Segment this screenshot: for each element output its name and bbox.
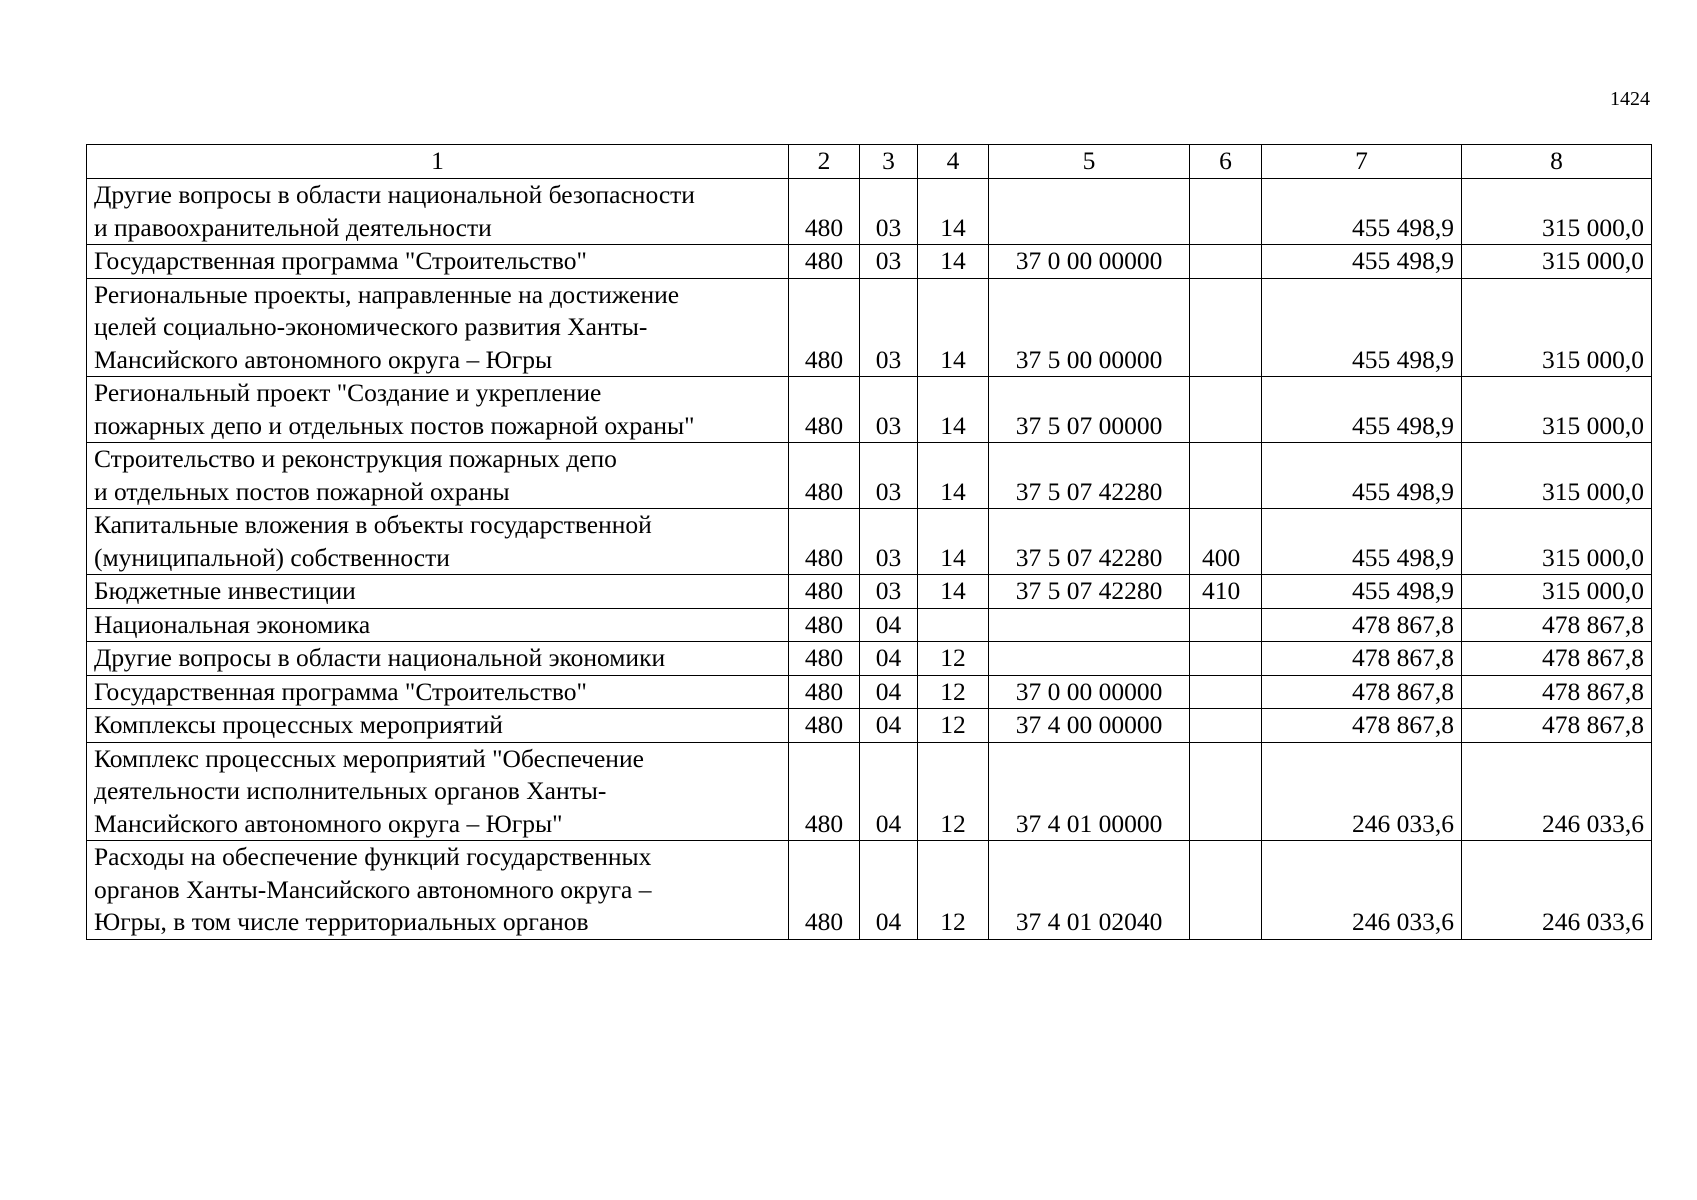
expense-type-cell [1190,245,1262,279]
amount-1-cell: 246 033,6 [1262,742,1462,841]
target-article-cell: 37 5 07 42280 [989,509,1190,575]
target-article-cell [989,608,1190,642]
row-name-cell: Строительство и реконструкция пожарных депо и отдельных постов пожарной охраны [87,443,789,509]
section-cell: 03 [860,179,918,245]
target-article-cell: 37 4 01 00000 [989,742,1190,841]
subsection-cell: 14 [918,377,989,443]
expense-type-cell [1190,675,1262,709]
amount-1-cell: 246 033,6 [1262,841,1462,940]
section-cell: 03 [860,509,918,575]
target-article-cell: 37 0 00 00000 [989,245,1190,279]
target-article-cell: 37 5 07 42280 [989,443,1190,509]
grbs-cell: 480 [789,509,860,575]
subsection-cell: 12 [918,709,989,743]
grbs-cell: 480 [789,742,860,841]
grbs-cell: 480 [789,377,860,443]
row-name-cell: Капитальные вложения в объекты государственной (муниципальной) собственности [87,509,789,575]
amount-1-cell: 455 498,9 [1262,575,1462,609]
amount-2-cell: 478 867,8 [1462,675,1652,709]
subsection-cell: 14 [918,509,989,575]
subsection-cell: 14 [918,575,989,609]
row-name-cell: Другие вопросы в области национальной экономики [87,642,789,676]
amount-2-cell: 478 867,8 [1462,642,1652,676]
amount-1-cell: 478 867,8 [1262,709,1462,743]
page-number: 1424 [1610,88,1650,110]
section-cell: 04 [860,841,918,940]
amount-2-cell: 315 000,0 [1462,377,1652,443]
amount-2-cell: 315 000,0 [1462,245,1652,279]
section-cell: 03 [860,377,918,443]
row-name-cell: Комплекс процессных мероприятий "Обеспечение деятельности исполнительных органов Ханты- Мансийского автономного округа – Югры" [87,742,789,841]
amount-2-cell: 315 000,0 [1462,509,1652,575]
amount-1-cell: 478 867,8 [1262,675,1462,709]
expense-type-cell [1190,443,1262,509]
table-row [87,377,1652,443]
amount-1-cell: 455 498,9 [1262,245,1462,279]
table-row [87,709,1652,743]
row-name-cell: Государственная программа "Строительство" [87,675,789,709]
table-row [87,608,1652,642]
amount-2-cell: 246 033,6 [1462,742,1652,841]
subsection-cell: 14 [918,179,989,245]
subsection-cell: 12 [918,742,989,841]
grbs-cell: 480 [789,709,860,743]
target-article-cell: 37 5 07 00000 [989,377,1190,443]
subsection-cell: 12 [918,642,989,676]
subsection-cell [918,608,989,642]
table-row [87,443,1652,509]
target-article-cell: 37 4 00 00000 [989,709,1190,743]
column-header-1: 1 [87,145,789,179]
table-row [87,841,1652,940]
table-row [87,278,1652,377]
table-row [87,179,1652,245]
target-article-cell [989,179,1190,245]
row-name-cell: Региональный проект "Создание и укрепление пожарных депо и отдельных постов пожарной охраны" [87,377,789,443]
table-row [87,675,1652,709]
amount-1-cell: 455 498,9 [1262,377,1462,443]
section-cell: 03 [860,278,918,377]
section-cell: 04 [860,742,918,841]
expense-type-cell: 400 [1190,509,1262,575]
subsection-cell: 14 [918,278,989,377]
expense-type-cell [1190,179,1262,245]
section-cell: 03 [860,245,918,279]
table-row [87,509,1652,575]
budget-table [86,144,1652,940]
row-name-cell: Расходы на обеспечение функций государственных органов Ханты-Мансийского автономного округа – Югры, в том числе территориальных органов [87,841,789,940]
grbs-cell: 480 [789,675,860,709]
expense-type-cell [1190,742,1262,841]
amount-2-cell: 315 000,0 [1462,179,1652,245]
grbs-cell: 480 [789,179,860,245]
subsection-cell: 14 [918,245,989,279]
amount-1-cell: 455 498,9 [1262,509,1462,575]
row-name-cell: Государственная программа "Строительство" [87,245,789,279]
amount-2-cell: 478 867,8 [1462,709,1652,743]
row-name-cell: Другие вопросы в области национальной безопасности и правоохранительной деятельности [87,179,789,245]
grbs-cell: 480 [789,443,860,509]
grbs-cell: 480 [789,575,860,609]
amount-2-cell: 478 867,8 [1462,608,1652,642]
grbs-cell: 480 [789,642,860,676]
amount-1-cell: 455 498,9 [1262,278,1462,377]
table-row [87,575,1652,609]
target-article-cell: 37 5 07 42280 [989,575,1190,609]
target-article-cell [989,642,1190,676]
table-row [87,245,1652,279]
expense-type-cell: 410 [1190,575,1262,609]
expense-type-cell [1190,709,1262,743]
row-name-cell: Национальная экономика [87,608,789,642]
column-header-7: 7 [1262,145,1462,179]
column-header-8: 8 [1462,145,1652,179]
expense-type-cell [1190,608,1262,642]
expense-type-cell [1190,278,1262,377]
table-row [87,742,1652,841]
row-name-cell: Бюджетные инвестиции [87,575,789,609]
section-cell: 04 [860,642,918,676]
column-header-6: 6 [1190,145,1262,179]
grbs-cell: 480 [789,278,860,377]
expense-type-cell [1190,642,1262,676]
amount-2-cell: 246 033,6 [1462,841,1652,940]
subsection-cell: 12 [918,841,989,940]
amount-2-cell: 315 000,0 [1462,278,1652,377]
section-cell: 03 [860,575,918,609]
column-header-5: 5 [989,145,1190,179]
grbs-cell: 480 [789,608,860,642]
column-header-4: 4 [918,145,989,179]
amount-1-cell: 455 498,9 [1262,179,1462,245]
target-article-cell: 37 5 00 00000 [989,278,1190,377]
expense-type-cell [1190,377,1262,443]
target-article-cell: 37 0 00 00000 [989,675,1190,709]
amount-1-cell: 478 867,8 [1262,642,1462,676]
grbs-cell: 480 [789,841,860,940]
section-cell: 03 [860,443,918,509]
column-header-3: 3 [860,145,918,179]
section-cell: 04 [860,675,918,709]
amount-1-cell: 478 867,8 [1262,608,1462,642]
target-article-cell: 37 4 01 02040 [989,841,1190,940]
header-row [87,145,1652,179]
amount-1-cell: 455 498,9 [1262,443,1462,509]
expense-type-cell [1190,841,1262,940]
section-cell: 04 [860,709,918,743]
amount-2-cell: 315 000,0 [1462,443,1652,509]
row-name-cell: Комплексы процессных мероприятий [87,709,789,743]
subsection-cell: 12 [918,675,989,709]
amount-2-cell: 315 000,0 [1462,575,1652,609]
table-row [87,642,1652,676]
section-cell: 04 [860,608,918,642]
subsection-cell: 14 [918,443,989,509]
column-header-2: 2 [789,145,860,179]
grbs-cell: 480 [789,245,860,279]
row-name-cell: Региональные проекты, направленные на достижение целей социально-экономического развития Ханты- Мансийского автономного округа – Югры [87,278,789,377]
